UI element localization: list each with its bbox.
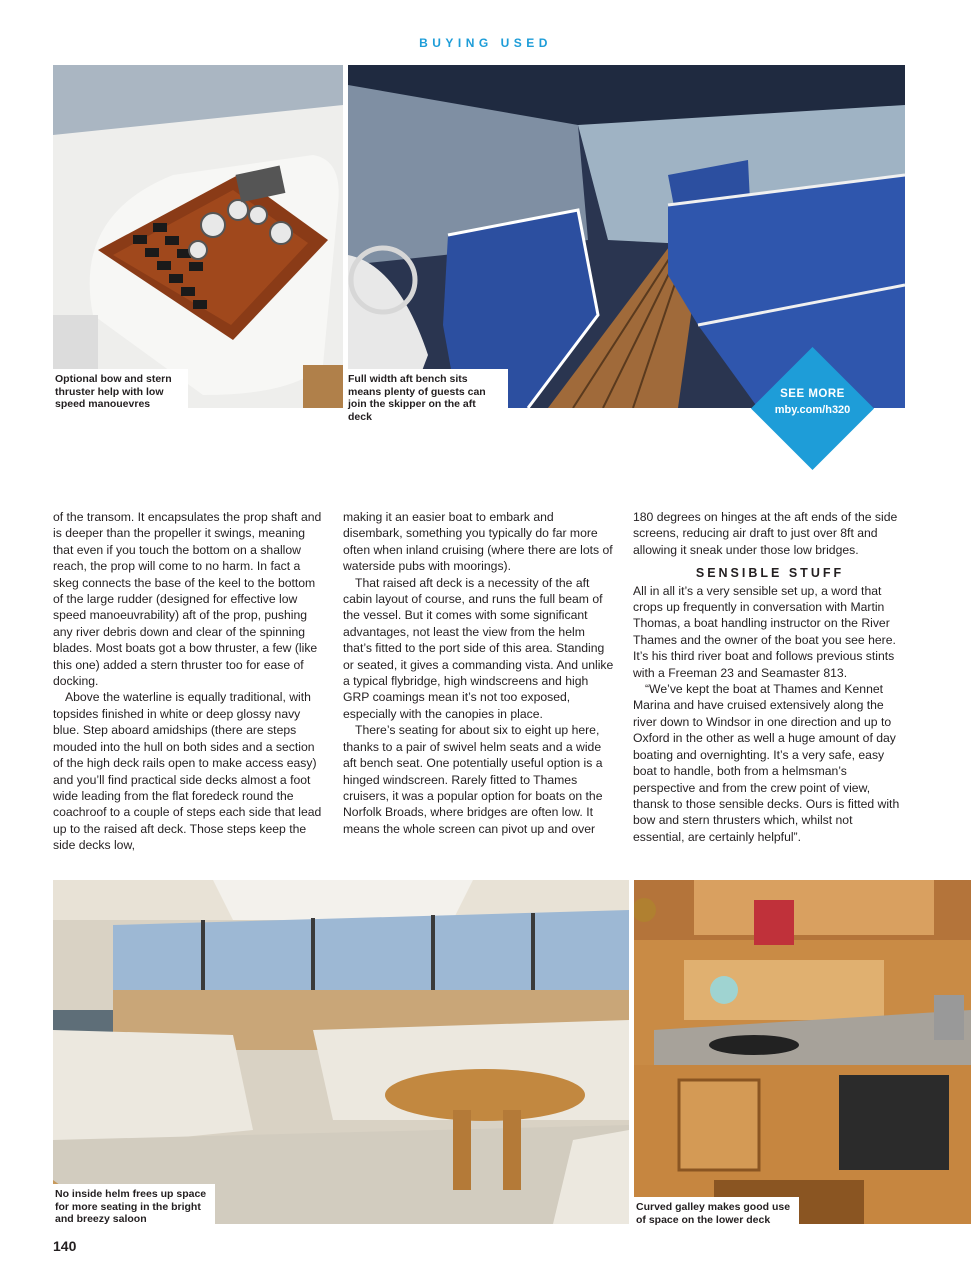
aft-deck-photo-caption: Full width aft bench sits means plenty of guests can join the skipper on the aft deck xyxy=(346,369,508,427)
subheading: SENSIBLE STUFF xyxy=(695,566,845,581)
see-more-badge[interactable] xyxy=(755,351,870,466)
helm-photo-caption: Optional bow and stern thruster help with low speed manouevres xyxy=(53,369,188,415)
article-column-2 xyxy=(343,509,615,837)
paragraph: Above the waterline is equally traditional, with topsides finished in white or deep glossy navy blue. Step aboard amidships (there are steps mouded into the hull on both sides and a section of the high deck rails open to make access easy) and you’ll find practical side decks almost a foot wide leading from the flat foredeck round the coachroof to a couple of steps each side that lead up to the raised aft deck. Those steps keep the side decks low, xyxy=(53,690,322,853)
article-column-3 xyxy=(633,509,907,845)
paragraph: “We’ve kept the boat at Thames and Kennet Marina and have cruised extensively along the river down to Windsor in one direction and up to Oxford in the other as well a huge amount of day boating and overnighting. It’s a very safe, easy boat to handle, both from a helmsman’s perspective and from the crew point of view, thansk to those sensible decks. Ours is fitted with bow and stern thrusters which, whilst not essential, are certainly helpful”. xyxy=(633,682,900,844)
helm-console-photo xyxy=(53,65,343,408)
page-number: 140 xyxy=(53,1238,77,1254)
galley-photo-caption: Curved galley makes good use of space on the lower deck xyxy=(634,1197,799,1230)
article-column-1 xyxy=(53,509,325,854)
paragraph: That raised aft deck is a necessity of the aft cabin layout of course, and runs the full beam of the vessel. But it comes with some significant advantages, not least the view from the helm that’s fitted to the port side of this area. Standing or seated, it gives a commanding vista. And unlike a typical flybridge, high windscreens and high GRP coamings mean it’s not too exposed, especially with the canopies in place. xyxy=(343,575,614,721)
see-more-url[interactable]: mby.com/h320 xyxy=(774,404,851,416)
galley-photo xyxy=(634,880,971,1224)
paragraph: making it an easier boat to embark and disembark, something you typically do far more often when inland cruising (where there are lots of waterside pubs with moorings). xyxy=(343,510,613,574)
section-header: BUYING USED xyxy=(419,36,552,50)
saloon-photo-caption: No inside helm frees up space for more seating in the bright and breezy saloon xyxy=(53,1184,215,1230)
paragraph: There’s seating for about six to eight up here, thanks to a pair of swivel helm seats and a wide aft bench seat. One potentially useful option is a hinged windscreen. Rarely fitted to Thames cruisers, it was a popular option for boats on the Norfolk Broads, where bridges are often low. It means the whole screen can pivot up and over xyxy=(343,723,603,836)
paragraph: of the transom. It encapsulates the prop shaft and is deeper than the propeller it swings, meaning that even if you touch the bottom on a shallow reach, the prop will come to no harm. In fact a skeg connects the base of the keel to the bottom of the large rudder (designed for effective low speed manoeuvrability) aft of the prop, pushing any river debris down and clear of the spinning blades. Most boats got a bow thruster, a few (like this one) added a stern thruster too for ease of docking. xyxy=(53,510,322,689)
see-more-label: SEE MORE xyxy=(780,388,845,400)
paragraph: 180 degrees on hinges at the aft ends of the side screens, reducing air draft to just over 8ft and allowing it sneak under those low bridges. xyxy=(633,510,898,557)
paragraph: All in all it’s a very sensible set up, a word that crops up frequently in conversation with Martin Thomas, a boat handling instructor on the River Thames and the owner of the boat you see here. It’s his third river boat and follows previous stints with a Freeman 23 and Seamaster 813. xyxy=(633,583,896,680)
saloon-photo xyxy=(53,880,629,1224)
